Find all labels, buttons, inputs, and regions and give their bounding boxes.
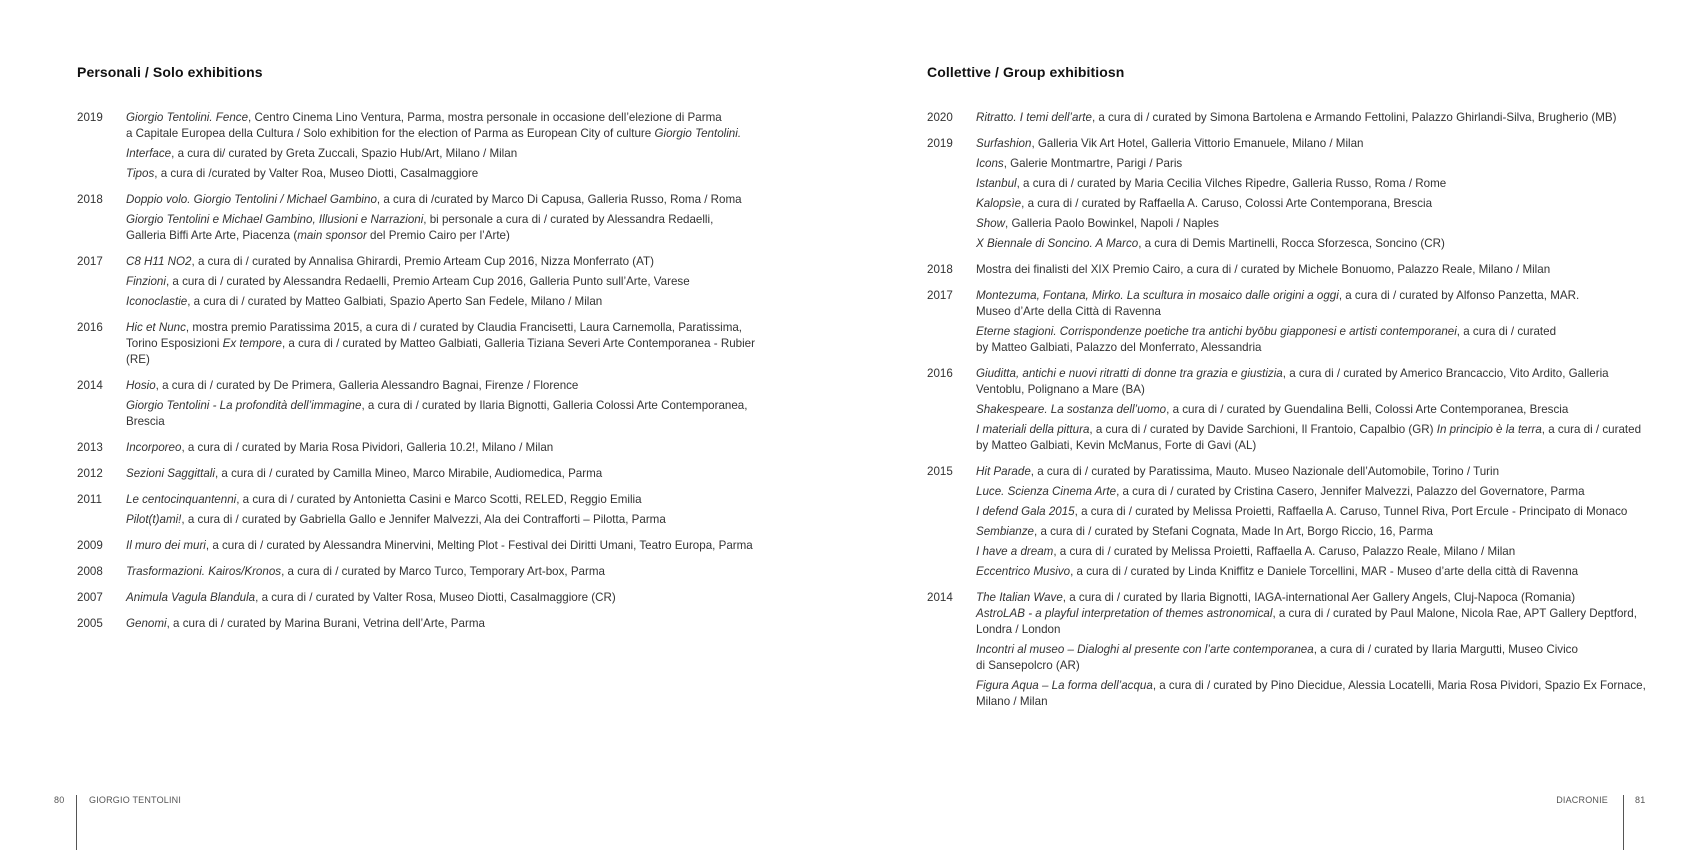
exhibition-details: , a cura di / curated by Annalisa Ghirardi, Premio Arteam Cup 2016, Nizza Monferrato (AT) (191, 255, 654, 268)
exhibition-title: The Italian Wave (976, 591, 1063, 604)
exhibition-details: , Centro Cinema Lino Ventura, Parma, mostra personale in occasione dell’elezione di Parma (248, 111, 722, 124)
exhibition-title: Hosio (126, 379, 156, 392)
exhibition-entry (976, 324, 1687, 356)
exhibition-items (126, 564, 777, 580)
year-label: 2014 (927, 591, 953, 604)
exhibition-details: Brescia (126, 415, 165, 428)
exhibition-details: by Matteo Galbiati, Kevin McManus, Forte di Gavi (AL) (976, 439, 1257, 452)
exhibition-entry (976, 288, 1687, 320)
exhibition-items (126, 320, 777, 368)
exhibition-year-group (77, 320, 777, 368)
exhibition-entry (126, 492, 777, 508)
exhibition-items (126, 192, 777, 244)
exhibition-year-group (77, 616, 777, 632)
exhibition-entry (976, 136, 1687, 152)
exhibition-title: Giuditta, antichi e nuovi ritratti di donne tra grazia e giustizia (976, 367, 1283, 380)
year-label: 2016 (927, 367, 953, 380)
exhibition-title: Istanbul (976, 177, 1017, 190)
exhibition-year-group (77, 192, 777, 244)
exhibition-details: , a cura di / curated by Cristina Casero, Jennifer Malvezzi, Palazzo del Governatore, Parma (1116, 485, 1585, 498)
exhibition-title: Incorporeo (126, 441, 182, 454)
year-label: 2016 (77, 321, 103, 334)
exhibition-details: , a cura di / curated by Marina Burani, Vetrina dell’Arte, Parma (166, 617, 485, 630)
exhibition-year-group (77, 564, 777, 580)
exhibition-entry (976, 678, 1687, 710)
exhibition-details: , bi personale a cura di / curated by Alessandra Redaelli, (423, 213, 714, 226)
right-page-number: 81 (1635, 795, 1646, 805)
exhibition-title: Giorgio Tentolini - La profondità dell’immagine (126, 399, 362, 412)
exhibition-title: Icons (976, 157, 1004, 170)
solo-exhibitions-section (77, 64, 777, 642)
exhibition-details: , a cura di / curated by Ilaria Margutti, Museo Civico (1313, 643, 1578, 656)
exhibition-items (976, 464, 1687, 580)
year-label: 2012 (77, 467, 103, 480)
exhibition-items (976, 110, 1687, 126)
exhibition-items (976, 288, 1687, 356)
exhibition-title: Kalopsìe (976, 197, 1022, 210)
exhibition-details: , a cura di / curated by Davide Sarchioni, Il Frantoio, Capalbio (GR) (1089, 423, 1437, 436)
year-label: 2018 (77, 193, 103, 206)
exhibition-details: , a cura di / curated by Raffaella A. Caruso, Colossi Arte Contemporana, Brescia (1021, 197, 1433, 210)
exhibition-details: , mostra premio Paratissima 2015, a cura di / curated by Claudia Francisetti, Laura Carnemolla, Paratissima, (185, 321, 743, 334)
exhibition-title: Tipos (126, 167, 155, 180)
exhibition-entry (976, 504, 1687, 520)
exhibition-entry (976, 176, 1687, 192)
year-label: 2020 (927, 111, 953, 124)
group-exhibitions-section (927, 64, 1687, 720)
year-label: 2008 (77, 565, 103, 578)
exhibition-title: Surfashion (976, 137, 1032, 150)
exhibition-entry (126, 512, 777, 528)
exhibition-items (126, 110, 777, 182)
exhibition-details: , a cura di / curated by Marco Turco, Temporary Art-box, Parma (281, 565, 605, 578)
year-label: 2019 (77, 111, 103, 124)
exhibition-year-group (927, 262, 1687, 278)
exhibition-entry (976, 564, 1687, 580)
exhibition-title: I materiali della pittura (976, 423, 1090, 436)
exhibition-year-group (77, 538, 777, 554)
exhibition-entry (126, 294, 777, 310)
exhibition-details: , a cura di / curated by Matteo Galbiati, Spazio Aperto San Fedele, Milano / Milan (187, 295, 603, 308)
exhibition-entry (126, 146, 777, 162)
exhibition-title: Shakespeare. La sostanza dell’uomo (976, 403, 1167, 416)
year-label: 2009 (77, 539, 103, 552)
exhibition-year-group (927, 366, 1687, 454)
exhibition-year-group (77, 254, 777, 310)
exhibition-details: , a cura di / curated by Valter Rosa, Museo Diotti, Casalmaggiore (CR) (255, 591, 616, 604)
exhibition-details: Milano / Milan (976, 695, 1048, 708)
exhibition-entry (126, 564, 777, 580)
exhibition-title: Finzioni (126, 275, 166, 288)
exhibition-details: , a cura di / curated by Americo Brancaccio, Vito Ardito, Galleria (1282, 367, 1609, 380)
year-label: 2013 (77, 441, 103, 454)
exhibition-details: , Galleria Vik Art Hotel, Galleria Vittorio Emanuele, Milano / Milan (1031, 137, 1364, 150)
exhibition-title: In principio è la terra (1436, 423, 1542, 436)
year-label: 2007 (77, 591, 103, 604)
left-running-title: GIORGIO TENTOLINI (89, 795, 182, 805)
exhibition-details: del Premio Cairo per l’Arte) (366, 229, 510, 242)
exhibition-entry (976, 156, 1687, 172)
exhibition-title: Interface (126, 147, 172, 160)
exhibition-items (126, 440, 777, 456)
exhibition-items (126, 538, 777, 554)
exhibition-entry (126, 378, 777, 394)
exhibition-details: , a cura di / curated by Maria Rosa Pividori, Galleria 10.2!, Milano / Milan (181, 441, 554, 454)
exhibition-details: , a cura di / curated by Camilla Mineo, Marco Mirabile, Audiomedica, Parma (214, 467, 603, 480)
year-label: 2019 (927, 137, 953, 150)
exhibition-entry (976, 110, 1687, 126)
exhibition-details: Ventoblu, Polignano a Mare (BA) (976, 383, 1145, 396)
exhibition-details: , a cura di / curated by Alfonso Panzetta, MAR. (1338, 289, 1580, 302)
exhibition-details: , Galleria Paolo Bowinkel, Napoli / Naples (1005, 217, 1219, 230)
right-page (850, 0, 1700, 850)
exhibition-year-group (927, 288, 1687, 356)
exhibition-entry (126, 398, 777, 430)
exhibition-items (126, 616, 777, 632)
year-label: 2015 (927, 465, 953, 478)
exhibition-details: , Galerie Montmartre, Parigi / Paris (1003, 157, 1183, 170)
exhibition-title: Giorgio Tentolini. Fence (126, 111, 249, 124)
exhibition-details: by Matteo Galbiati, Palazzo del Monferrato, Alessandria (976, 341, 1262, 354)
exhibition-details: , a cura di/ curated by Greta Zuccali, Spazio Hub/Art, Milano / Milan (171, 147, 518, 160)
exhibition-entry (976, 422, 1687, 454)
exhibition-entry (126, 538, 777, 554)
exhibition-title: Giorgio Tentolini. (654, 127, 742, 140)
exhibition-title: Luce. Scienza Cinema Arte (976, 485, 1117, 498)
exhibition-details: Museo d’Arte della Città di Ravenna (976, 305, 1161, 318)
exhibition-details: , a cura di / curated by Linda Kniffitz e Daniele Torcellini, MAR - Museo d’arte della città di Ravenna (1070, 565, 1579, 578)
solo-exhibitions-list (77, 110, 777, 632)
solo-exhibitions-heading: Personali / Solo exhibitions (77, 64, 263, 80)
exhibition-year-group (77, 440, 777, 456)
exhibition-details: , a cura di / curated by Stefani Cognata, Made In Art, Borgo Riccio, 16, Parma (1034, 525, 1433, 538)
exhibition-year-group (77, 378, 777, 430)
exhibition-details: , a cura di / curated by Alessandra Minervini, Melting Plot - Festival dei Diritti Umani, Teatro Europa, Parma (205, 539, 753, 552)
exhibition-details: , a cura di / curated by Melissa Proietti, Raffaella A. Caruso, Palazzo Reale, Milano / Milan (1053, 545, 1516, 558)
exhibition-items (126, 466, 777, 482)
exhibition-entry (976, 484, 1687, 500)
exhibition-title: Giorgio Tentolini e Michael Gambino, Illusioni e Narrazioni (126, 213, 424, 226)
right-footer-rule (1623, 795, 1624, 850)
year-label: 2017 (77, 255, 103, 268)
exhibition-title: Ritratto. I temi dell’arte (976, 111, 1092, 124)
exhibition-title: Sembianze (976, 525, 1035, 538)
exhibition-entry (976, 524, 1687, 540)
exhibition-title: Figura Aqua – La forma dell’acqua (976, 679, 1153, 692)
year-label: 2014 (77, 379, 103, 392)
exhibition-title: Hit Parade (976, 465, 1031, 478)
exhibition-details: Galleria Biffi Arte Arte, Piacenza ( (126, 229, 298, 242)
exhibition-title: main sponsor (297, 229, 367, 242)
exhibition-year-group (927, 110, 1687, 126)
exhibition-entry (126, 166, 777, 182)
exhibition-year-group (927, 590, 1687, 710)
group-exhibitions-list (927, 110, 1687, 710)
exhibition-entry (126, 440, 777, 456)
exhibition-year-group (77, 110, 777, 182)
exhibition-title: Iconoclastie (126, 295, 188, 308)
exhibition-title: Sezioni Saggittali (126, 467, 215, 480)
exhibition-details: Mostra dei finalisti del XIX Premio Cairo, a cura di / curated by Michele Bonuomo, Palazzo Reale, Milano / Milan (976, 263, 1551, 276)
exhibition-details: a Capitale Europea della Cultura / Solo exhibition for the election of Parma as European City of culture (126, 127, 655, 140)
year-label: 2017 (927, 289, 953, 302)
exhibition-details: , a cura di / curated by Pino Diecidue, Alessia Locatelli, Maria Rosa Pividori, Spazio Ex Fornace, (1152, 679, 1646, 692)
exhibition-items (976, 136, 1687, 252)
exhibition-details: , a cura di / curated by De Primera, Galleria Alessandro Bagnai, Firenze / Florence (155, 379, 579, 392)
exhibition-details: , a cura di Demis Martinelli, Rocca Sforzesca, Soncino (CR) (1138, 237, 1445, 250)
exhibition-entry (126, 192, 777, 208)
exhibition-items (126, 492, 777, 528)
exhibition-details: , a cura di / curated (1456, 325, 1557, 338)
exhibition-title: Il muro dei muri (126, 539, 206, 552)
exhibition-details: Londra / London (976, 623, 1061, 636)
exhibition-details: , a cura di / curated by Alessandra Redaelli, Premio Arteam Cup 2016, Galleria Punto sull’Arte, Varese (165, 275, 690, 288)
exhibition-title: Genomi (126, 617, 167, 630)
exhibition-entry (126, 320, 777, 368)
exhibition-title: I have a dream (976, 545, 1054, 558)
exhibition-items (976, 590, 1687, 710)
exhibition-details: , a cura di /curated by Valter Roa, Museo Diotti, Casalmaggiore (154, 167, 479, 180)
exhibition-details: , a cura di /curated by Marco Di Capusa, Galleria Russo, Roma / Roma (376, 193, 742, 206)
exhibition-title: X Biennale di Soncino. A Marco (976, 237, 1139, 250)
exhibition-title: Animula Vagula Blandula (126, 591, 256, 604)
exhibition-items (976, 366, 1687, 454)
exhibition-entry (976, 402, 1687, 418)
exhibition-details: , a cura di / curated by Melissa Proietti, Raffaella A. Caruso, Tunnel Riva, Port Ercule - Principato di Monaco (1074, 505, 1628, 518)
exhibition-details: , a cura di / curated by Paul Malone, Nicola Rae, APT Gallery Deptford, (1272, 607, 1637, 620)
exhibition-entry (976, 544, 1687, 560)
exhibition-items (126, 378, 777, 430)
exhibition-entry (976, 464, 1687, 480)
exhibition-year-group (927, 136, 1687, 252)
exhibition-year-group (77, 466, 777, 482)
exhibition-title: Montezuma, Fontana, Mirko. La scultura in mosaico dalle origini a oggi (976, 289, 1339, 302)
exhibition-title: Ex tempore (222, 337, 282, 350)
exhibition-entry (126, 110, 777, 142)
exhibition-details: , a cura di / curated by Simona Bartolena e Armando Fettolini, Palazzo Ghirlandi-Silva, Brugherio (MB) (1091, 111, 1617, 124)
exhibition-details: , a cura di / curated (1541, 423, 1642, 436)
exhibition-entry (976, 216, 1687, 232)
exhibition-title: Pilot(t)ami! (126, 513, 182, 526)
exhibition-entry (126, 590, 777, 606)
exhibition-entry (976, 262, 1687, 278)
exhibition-entry (126, 616, 777, 632)
exhibition-details: , a cura di / curated by Ilaria Bignotti, Galleria Colossi Arte Contemporanea, (361, 399, 748, 412)
exhibition-year-group (77, 590, 777, 606)
exhibition-title: Eterne stagioni. Corrispondenze poetiche tra antichi byōbu giapponesi e artisti contemporanei (976, 325, 1457, 338)
exhibition-title: Eccentrico Musivo (976, 565, 1071, 578)
year-label: 2018 (927, 263, 953, 276)
exhibition-entry (976, 642, 1687, 674)
exhibition-title: Incontri al museo – Dialoghi al presente con l’arte contemporanea (976, 643, 1314, 656)
exhibition-details: , a cura di / curated by Ilaria Bignotti, IAGA-international Aer Gallery Angels, Cluj-Napoca (Romania) (1062, 591, 1576, 604)
exhibition-title: Hic et Nunc (126, 321, 186, 334)
left-page-number: 80 (54, 795, 65, 805)
exhibition-items (976, 262, 1687, 278)
exhibition-title: AstroLAB - a playful interpretation of themes astronomical (976, 607, 1273, 620)
exhibition-entry (126, 274, 777, 290)
exhibition-details: , a cura di / curated by Gabriella Gallo e Jennifer Malvezzi, Ala dei Contrafforti – Pilotta, Parma (181, 513, 666, 526)
year-label: 2005 (77, 617, 103, 630)
exhibition-title: Le centocinquantenni (126, 493, 237, 506)
exhibition-title: Show (976, 217, 1006, 230)
exhibition-details: , a cura di / curated by Paratissima, Mauto. Museo Nazionale dell’Automobile, Torino / Turin (1030, 465, 1500, 478)
exhibition-title: Doppio volo. Giorgio Tentolini / Michael Gambino (126, 193, 377, 206)
exhibition-details: , a cura di / curated by Guendalina Belli, Colossi Arte Contemporanea, Brescia (1166, 403, 1569, 416)
exhibition-entry (976, 196, 1687, 212)
exhibition-items (126, 590, 777, 606)
exhibition-year-group (927, 464, 1687, 580)
exhibition-entry (126, 212, 777, 244)
exhibition-details: , a cura di / curated by Maria Cecilia Vilches Ripedre, Galleria Russo, Roma / Rome (1016, 177, 1447, 190)
right-running-title: DIACRONIE (1556, 795, 1608, 805)
exhibition-year-group (77, 492, 777, 528)
exhibition-title: Trasformazioni. Kairos/Kronos (126, 565, 282, 578)
exhibition-entry (976, 366, 1687, 398)
year-label: 2011 (77, 493, 102, 506)
exhibition-entry (976, 590, 1687, 638)
exhibition-title: C8 H11 NO2 (126, 255, 192, 268)
exhibition-details: di Sansepolcro (AR) (976, 659, 1080, 672)
exhibition-items (126, 254, 777, 310)
exhibition-entry (976, 236, 1687, 252)
exhibition-details: , a cura di / curated by Matteo Galbiati, Galleria Tiziana Severi Arte Contemporanea - Rubier (RE) (126, 337, 755, 366)
left-footer-rule (76, 795, 77, 850)
exhibition-entry (126, 254, 777, 270)
exhibition-entry (126, 466, 777, 482)
exhibition-details: , a cura di / curated by Antonietta Casini e Marco Scotti, RELED, Reggio Emilia (236, 493, 642, 506)
group-exhibitions-heading: Collettive / Group exhibitiosn (927, 64, 1125, 80)
exhibition-details: Torino Esposizioni (126, 337, 223, 350)
exhibition-title: I defend Gala 2015 (976, 505, 1075, 518)
